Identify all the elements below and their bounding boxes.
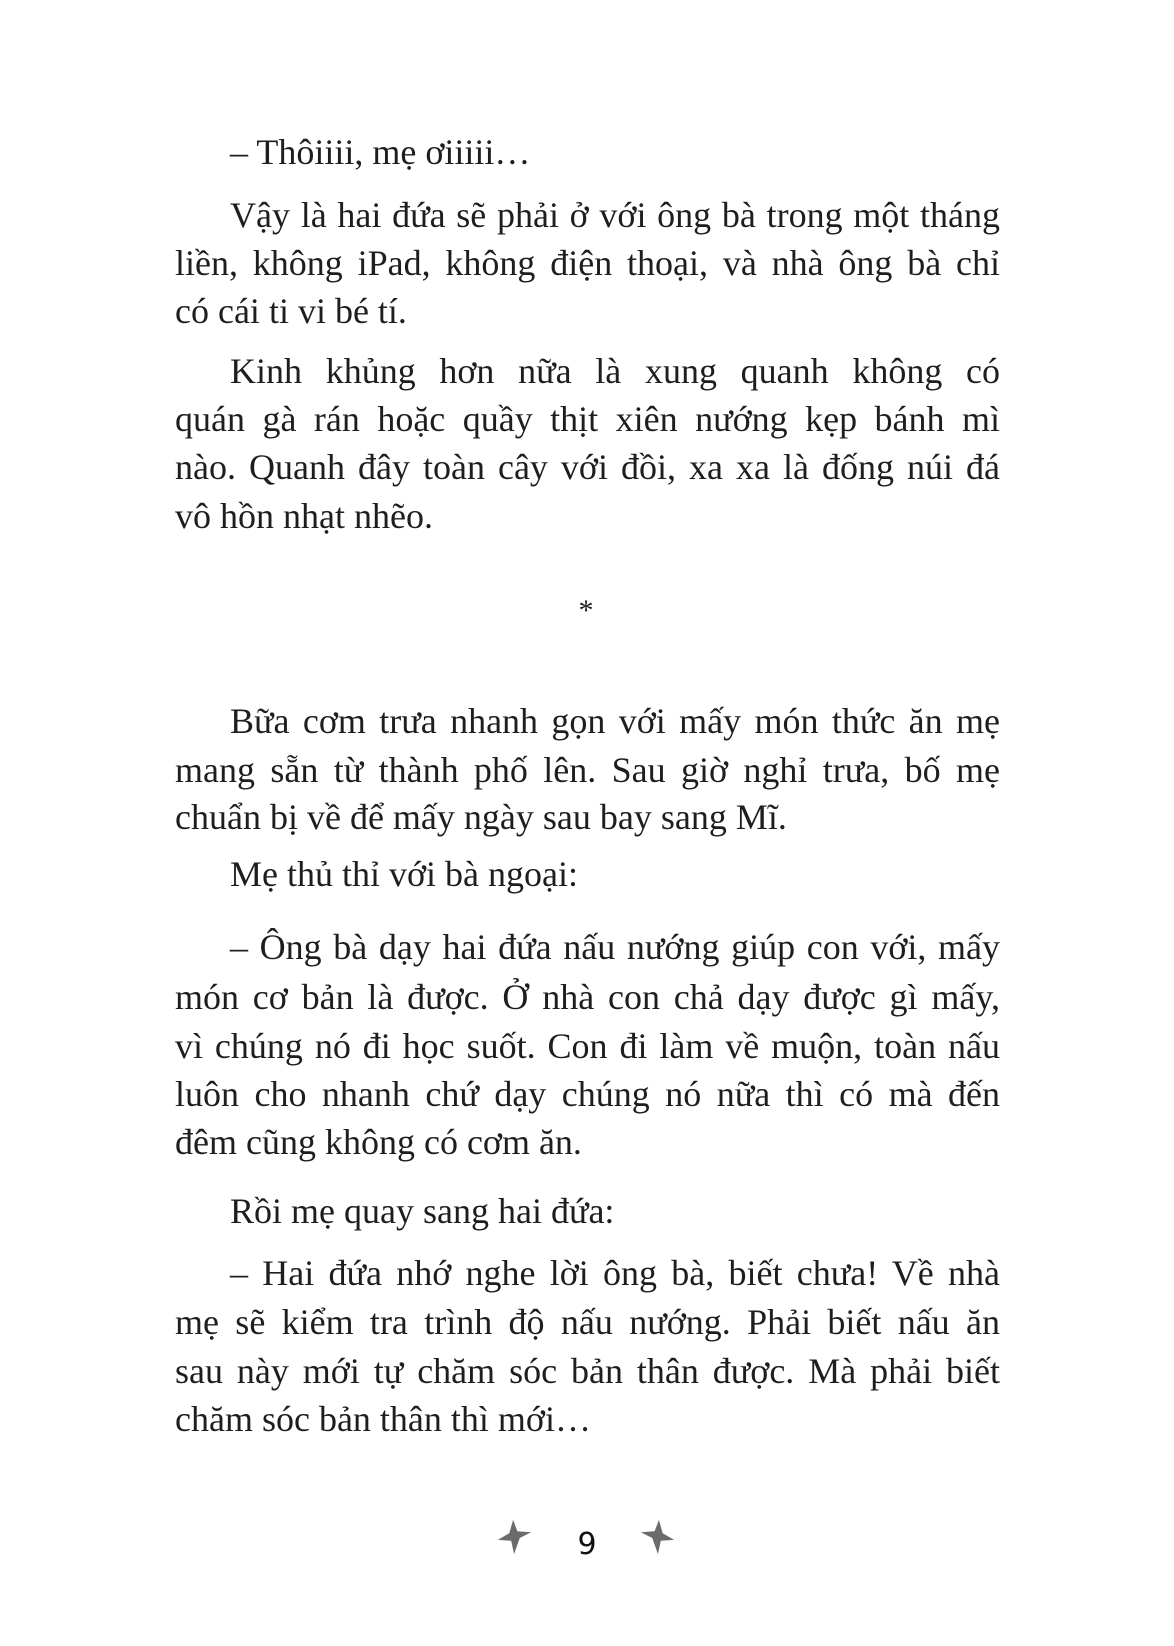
page-number: 9 <box>577 1527 597 1562</box>
section-break-asterisk: * <box>578 594 594 627</box>
paragraph-line: chăm sóc bản thân thì mới… <box>175 1399 591 1439</box>
paragraph-line: Vậy là hai đứa sẽ phải ở với ông bà trong một tháng <box>230 195 1000 235</box>
paragraph-line: liền, không iPad, không điện thoại, và nhà ông bà chỉ <box>175 243 1000 283</box>
paragraph-line: Mẹ thủ thỉ với bà ngoại: <box>230 854 578 894</box>
paragraph-line: Kinh khủng hơn nữa là xung quanh không có <box>230 351 1000 391</box>
paragraph-line: Rồi mẹ quay sang hai đứa: <box>230 1191 615 1231</box>
paragraph-line: mẹ sẽ kiểm tra trình độ nấu nướng. Phải biết nấu ăn <box>175 1302 1000 1342</box>
paragraph-line: – Thôiiii, mẹ ơiiiii… <box>230 132 531 172</box>
paragraph-line: sau này mới tự chăm sóc bản thân được. Mà phải biết <box>175 1351 1000 1391</box>
paragraph-line: vô hồn nhạt nhẽo. <box>175 496 433 536</box>
paragraph-line: nào. Quanh đây toàn cây với đồi, xa xa là đống núi đá <box>175 447 1000 487</box>
star-icon <box>496 1518 534 1556</box>
paragraph-line: có cái ti vi bé tí. <box>175 291 407 331</box>
star-icon <box>638 1518 676 1556</box>
paragraph-line: đêm cũng không có cơm ăn. <box>175 1122 582 1162</box>
paragraph-line: – Hai đứa nhớ nghe lời ông bà, biết chưa! Về nhà <box>230 1253 1000 1293</box>
page-footer <box>0 1518 1174 1562</box>
paragraph-line: món cơ bản là được. Ở nhà con chả dạy được gì mấy, <box>175 977 1000 1017</box>
paragraph-line: chuẩn bị về để mấy ngày sau bay sang Mĩ. <box>175 797 787 837</box>
paragraph-line: luôn cho nhanh chứ dạy chúng nó nữa thì có mà đến <box>175 1074 1000 1114</box>
paragraph-line: quán gà rán hoặc quầy thịt xiên nướng kẹp bánh mì <box>175 399 1000 439</box>
paragraph-line: – Ông bà dạy hai đứa nấu nướng giúp con với, mấy <box>230 927 1000 967</box>
paragraph-line: mang sẵn từ thành phố lên. Sau giờ nghỉ trưa, bố mẹ <box>175 750 1000 790</box>
paragraph-line: Bữa cơm trưa nhanh gọn với mấy món thức ăn mẹ <box>230 701 1000 741</box>
paragraph-line: vì chúng nó đi học suốt. Con đi làm về muộn, toàn nấu <box>175 1026 1000 1066</box>
